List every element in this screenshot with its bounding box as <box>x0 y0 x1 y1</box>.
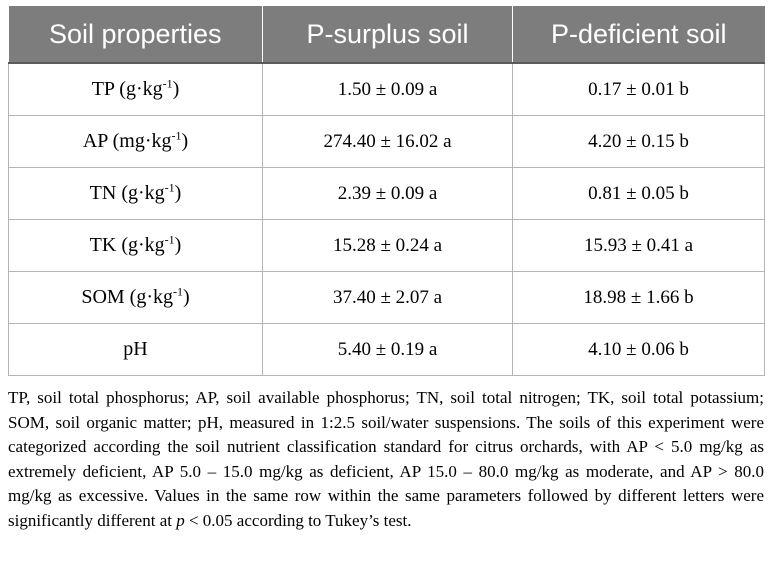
property-label: TP (g·kg <box>91 78 163 100</box>
footnote-p-symbol: p <box>176 510 185 530</box>
property-label: TK (g·kg <box>89 234 165 256</box>
unit-close: ) <box>181 130 189 152</box>
unit-superscript: -1 <box>173 284 183 299</box>
p-deficient-value: 0.81 ± 0.05 b <box>513 168 765 220</box>
unit-close: ) <box>174 234 182 256</box>
footnote-text-end: < 0.05 according to Tukey’s test. <box>184 510 412 530</box>
header-soil-properties: Soil properties <box>9 6 263 63</box>
p-surplus-value: 2.39 ± 0.09 a <box>263 168 513 220</box>
unit-superscript: -1 <box>171 128 182 143</box>
p-surplus-value: 5.40 ± 0.19 a <box>263 324 513 376</box>
unit-superscript: -1 <box>162 76 173 91</box>
row-property <box>9 63 263 116</box>
row-property <box>9 324 263 376</box>
unit-superscript: -1 <box>164 180 175 195</box>
p-deficient-value: 4.20 ± 0.15 b <box>513 116 765 168</box>
table-container <box>8 6 764 550</box>
table-row <box>9 324 765 376</box>
p-deficient-value: 4.10 ± 0.06 b <box>513 324 765 376</box>
property-label: AP (mg·kg <box>82 130 172 152</box>
footnote-text: TP, soil total phosphorus; AP, soil available phosphorus; TN, soil total nitrogen; TK, soil total potassium; SOM, soil organic matter; pH, measured in 1:2.5 soil/water suspensions. The soils of this experiment were categorized according the soil nutrient classification standard for citrus orchards, with AP < 5.0 mg/kg as extremely deficient, AP 5.0 – 15.0 mg/kg as deficient, AP 15.0 – 80.0 mg/kg as moderate, and AP > 80.0 mg/kg as excessive. Values in the same row within the same parameters followed by different letters were significantly different at <box>8 388 764 530</box>
property-label: pH <box>123 338 148 360</box>
p-surplus-value: 15.28 ± 0.24 a <box>263 220 513 272</box>
unit-close: ) <box>172 78 180 100</box>
p-surplus-value: 1.50 ± 0.09 a <box>263 63 513 116</box>
table-row <box>9 63 765 116</box>
soil-properties-table <box>8 6 765 376</box>
row-property <box>9 168 263 220</box>
property-label: SOM (g·kg <box>81 286 173 308</box>
table-header-row <box>9 6 765 63</box>
table-footnote <box>8 386 764 533</box>
p-deficient-value: 15.93 ± 0.41 a <box>513 220 765 272</box>
header-p-deficient-soil: P-deficient soil <box>513 6 765 63</box>
header-p-surplus-soil: P-surplus soil <box>263 6 513 63</box>
row-property <box>9 116 263 168</box>
table-row <box>9 220 765 272</box>
p-deficient-value: 0.17 ± 0.01 b <box>513 63 765 116</box>
unit-close: ) <box>174 182 182 204</box>
table-row <box>9 168 765 220</box>
table-row <box>9 116 765 168</box>
table-row <box>9 272 765 324</box>
property-label: TN (g·kg <box>89 182 165 204</box>
p-surplus-value: 274.40 ± 16.02 a <box>263 116 513 168</box>
row-property <box>9 220 263 272</box>
p-surplus-value: 37.40 ± 2.07 a <box>263 272 513 324</box>
row-property <box>9 272 263 324</box>
p-deficient-value: 18.98 ± 1.66 b <box>513 272 765 324</box>
unit-close: ) <box>183 286 190 308</box>
unit-superscript: -1 <box>164 232 175 247</box>
